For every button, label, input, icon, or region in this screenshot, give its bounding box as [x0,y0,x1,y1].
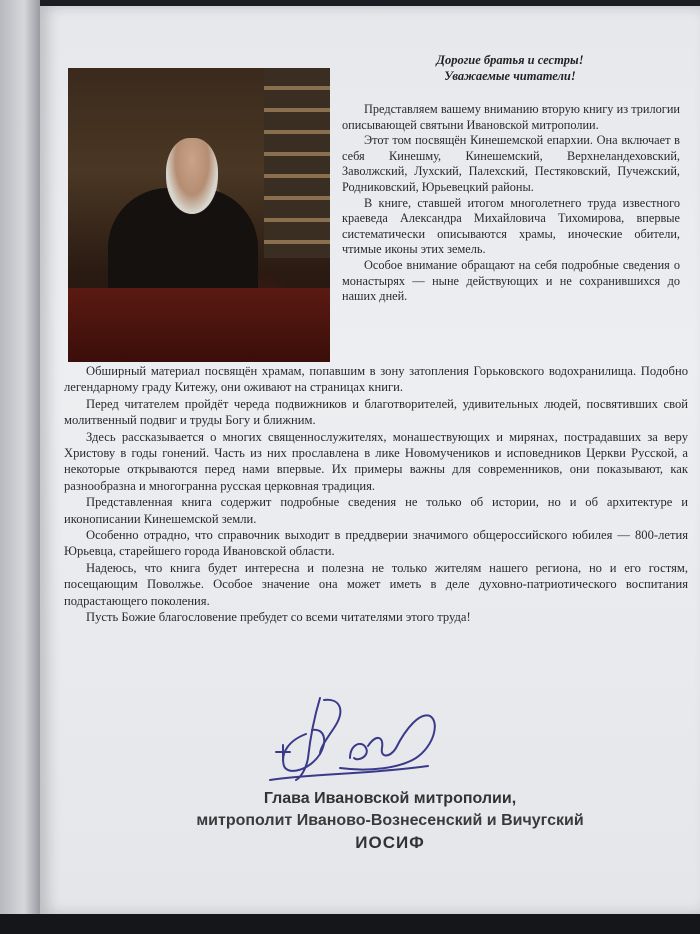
portrait-photo [68,68,330,362]
paragraph: Перед читателем пройдёт череда подвижников и благотворителей, удивительных людей, посвятивших свой молитвенный подвиг и труды Богу и ближним. [64,396,688,428]
paragraph: В книге, ставшей итогом многолетнего труда известного краеведа Александра Михайловича Тихомирова, впервые систематически описываются храмы, иноческие обители, чтимые иконы этих земель. [342,195,680,257]
column-text [342,102,680,305]
person-head [166,138,218,214]
paragraph: Обширный материал посвящён храмам, попавшим в зону затопления Горьковского водохранилища. Подобно легендарному граду Китежу, они оживают на страницах книги. [64,364,688,395]
greeting-line-1: Дорогие братья и сестры! [436,53,584,67]
bookshelf [264,68,330,258]
desk [68,288,330,362]
book-page [40,6,700,914]
signature-block [100,788,680,854]
signatory-name: ИОСИФ [355,833,425,852]
handwritten-signature [250,688,450,788]
paragraph: Пусть Божие благословение пребудет со всеми читателями этого труда! [86,610,471,625]
title-line: митрополит Иваново-Вознесенский и Вичугский [196,812,584,829]
table-surface [0,914,700,934]
paragraph: Особое внимание обращают на себя подробные сведения о монастырях — ныне действующих и не сохранившихся до наших дней. [342,257,680,304]
paragraph: Представляем вашему вниманию вторую книгу из трилогии описывающей святыни Ивановской митрополии. [342,102,680,132]
greeting-line-2: Уважаемые читатели! [444,69,576,83]
paragraph: Особенно отрадно, что справочник выходит в преддверии значимого общероссийского юбилея — 800-летия Юрьевца, старейшего города Ивановской области. [64,528,688,559]
paragraph: Этот том посвящён Кинешемской епархии. Она включает в себя Кинешму, Кинешемский, Верхнеландеховский, Заволжский, Лухский, Палехский, Пестяковский, Пучежский, Родниковский, Юрьевецкий районы. [342,133,680,194]
title-line: Глава Ивановской митрополии, [263,790,517,807]
greeting [340,52,680,84]
paragraph: Надеюсь, что книга будет интересна и полезна не только жителям нашего региона, но и его гостям, посещающим Поволжье. Особое значение она может иметь в деле духовно-патриотического воспитания подрастающего поколения. [64,560,688,608]
body-text [64,363,688,626]
paragraph: Представленная книга содержит подробные сведения не только об истории, но и об архитектуре и иконописании Кинешемской земли. [64,495,688,526]
adjacent-page-edge [0,0,40,934]
paragraph: Здесь рассказывается о многих священнослужителях, монашествующих и мирянах, пострадавших за веру Христову в годы гонений. Часть из них прославлена в лике Новомучеников и исповедников Церкви Русской, а некоторые открываются перед нами впервые. Их примеры важны для современников, они показывают, как разнообразна и многогранна русская церковная традиция. [64,429,688,493]
